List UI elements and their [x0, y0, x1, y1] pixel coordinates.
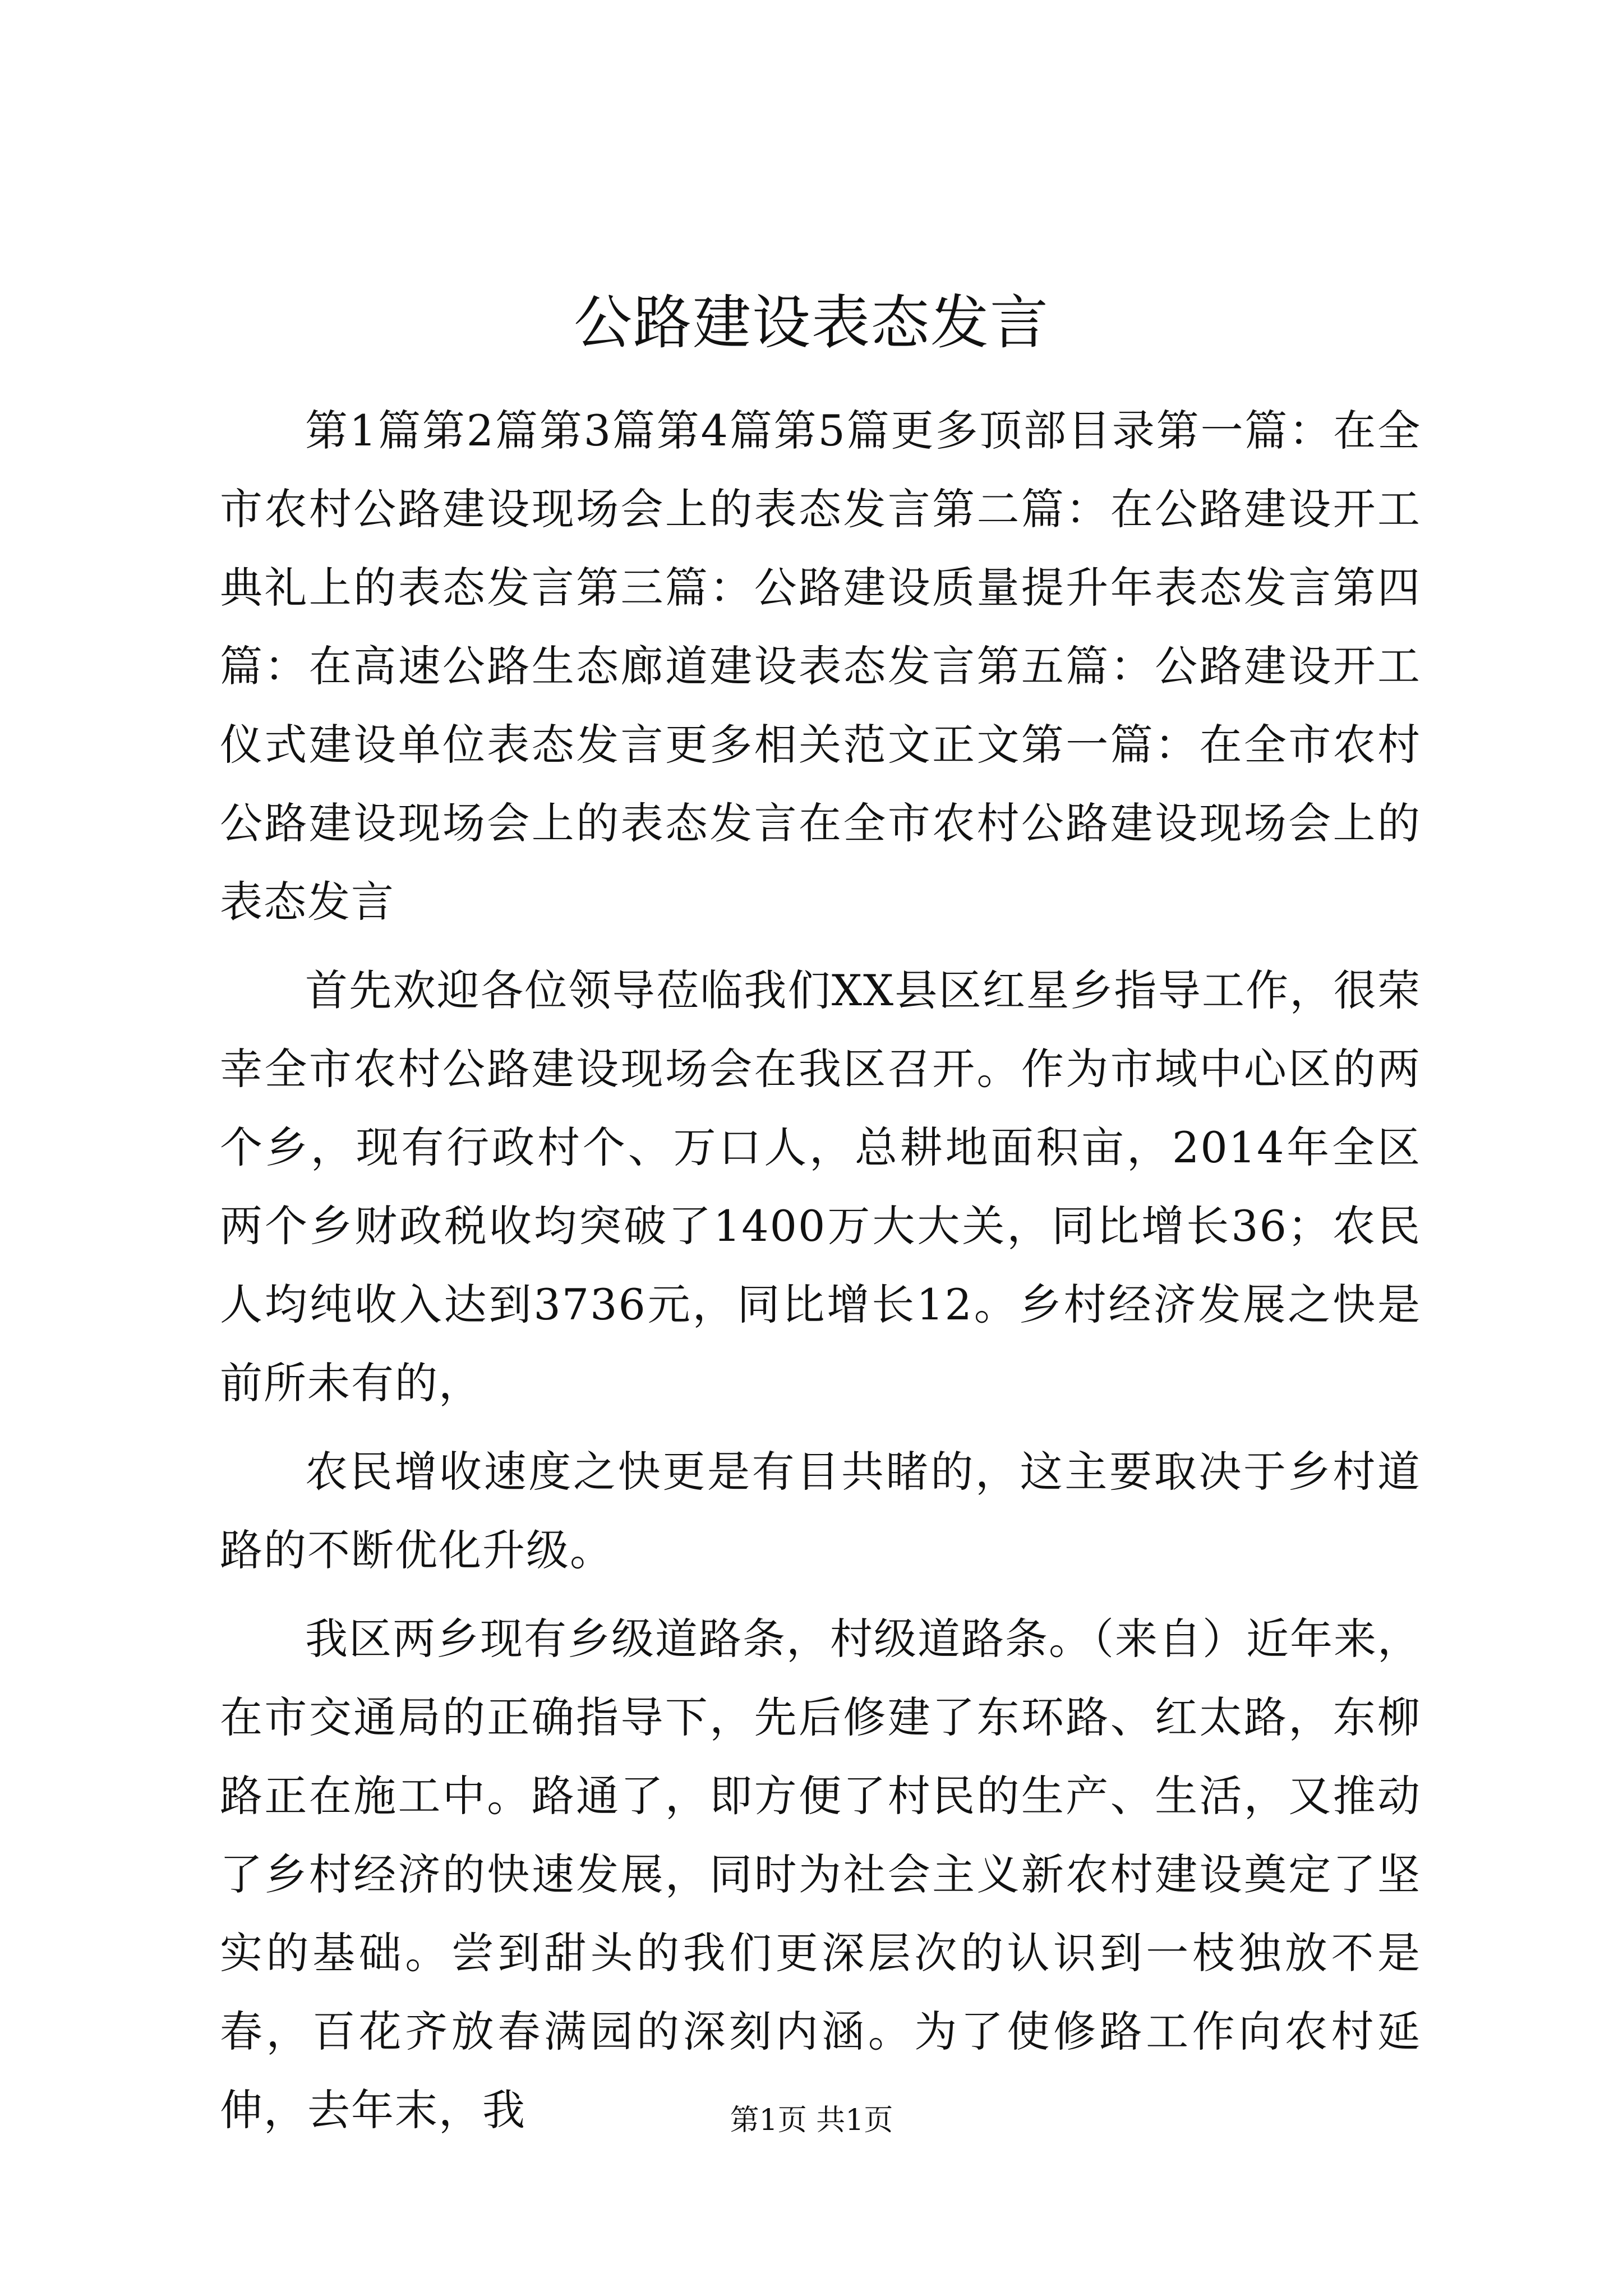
paragraph-welcome: 首先欢迎各位领导莅临我们XX县区红星乡指导工作，很荣幸全市农村公路建设现场会在我区召开。作为市域中心区的两个乡，现有行政村个、万口人，总耕地面积亩，2014年全区两个乡财政税收均突破了1400万大大关，同比增长36；农民人均纯收入达到3736元，同比增长12。乡村经济发展之快是前所未有的，	[220, 965, 1421, 1408]
document-title: 公路建设表态发言	[573, 288, 1049, 357]
paragraph-income-growth: 农民增收速度之快更是有目共睹的，这主要取决于乡村道路的不断优化升级。	[220, 1447, 1421, 1575]
page-footer: 第1页 共1页	[730, 2104, 893, 2137]
paragraph-table-of-contents: 第1篇第2篇第3篇第4篇第5篇更多顶部目录第一篇：在全市农村公路建设现场会上的表态发言第二篇：在公路建设开工典礼上的表态发言第三篇：公路建设质量提升年表态发言第四篇：在高速公路生态廊道建设表态发言第五篇：公路建设开工仪式建设单位表态发言更多相关范文正文第一篇：在全市农村公路建设现场会上的表态发言在全市农村公路建设现场会上的表态发言	[220, 406, 1421, 927]
paragraph-road-construction: 我区两乡现有乡级道路条，村级道路条。（来自）近年来，在市交通局的正确指导下，先后修建了东环路、红太路，东柳路正在施工中。路通了，即方便了村民的生产、生活，又推动了乡村经济的快速发展，同时为社会主义新农村建设奠定了坚实的基础。尝到甜头的我们更深层次的认识到一枝独放不是春，百花齐放春满园的深刻内涵。为了使修路工作向农村延伸，去年末，我	[220, 1614, 1421, 2135]
document-body	[220, 392, 1421, 2150]
